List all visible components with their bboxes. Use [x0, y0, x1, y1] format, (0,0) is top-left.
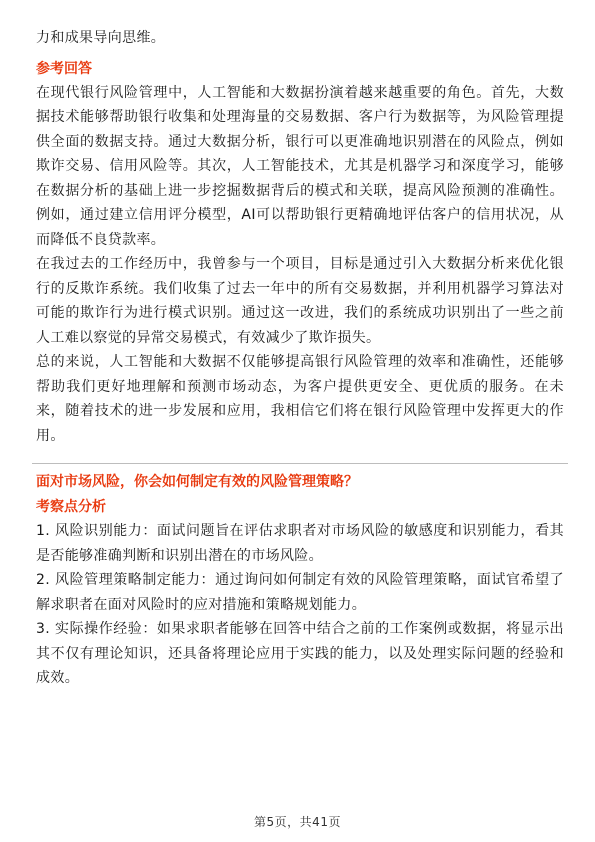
question-title: 面对市场风险，你会如何制定有效的风险管理策略？: [36, 474, 358, 490]
section-divider: [32, 463, 568, 464]
analysis-heading: 考察点分析: [36, 499, 106, 515]
analysis-point-3: 3. 实际操作经验：如果求职者能够在回答中结合之前的工作案例或数据，将显示出其不仅有理论知识，还具备将理论应用于实践的能力，以及处理实际问题的经验和成效。: [36, 621, 564, 686]
analysis-point-1: 1. 风险识别能力：面试问题旨在评估求职者对市场风险的敏感度和识别能力，看其是否能够准确判断和识别出潜在的市场风险。: [36, 523, 564, 564]
answer-paragraph-1: 在现代银行风险管理中，人工智能和大数据扮演着越来越重要的角色。首先，大数据技术能够帮助银行收集和处理海量的交易数据、客户行为数据等，为风险管理提供全面的数据支持。通过大数据分析，银行可以更准确地识别潜在的风险点，例如欺诈交易、信用风险等。其次，人工智能技术，尤其是机器学习和深度学习，能够在数据分析的基础上进一步挖掘数据背后的模式和关联，提高风险预测的准确性。例如，通过建立信用评分模型，AI可以帮助银行更精确地评估客户的信用状况，从而降低不良贷款率。: [36, 84, 564, 248]
answer-paragraph-3: 总的来说，人工智能和大数据不仅能够提高银行风险管理的效率和准确性，还能够帮助我们更好地理解和预测市场动态，为客户提供更安全、更优质的服务。在未来，随着技术的进一步发展和应用，我相信它们将在银行风险管理中发挥更大的作用。: [36, 354, 564, 444]
intro-fragment: 力和成果导向思维。: [36, 30, 166, 46]
analysis-point-2: 2. 风险管理策略制定能力：通过询问如何制定有效的风险管理策略，面试官希望了解求职者在面对风险时的应对措施和策略规划能力。: [36, 572, 564, 613]
document-page: [36, 26, 564, 691]
answer-paragraph-2: 在我过去的工作经历中，我曾参与一个项目，目标是通过引入大数据分析来优化银行的反欺诈系统。我们收集了过去一年中的所有交易数据，并利用机器学习算法对可能的欺诈行为进行模式识别。通过这一改进，我们的系统成功识别出了一些之前人工难以察觉的异常交易模式，有效减少了欺诈损失。: [36, 256, 564, 346]
page-number-footer: 第5页，共41页: [254, 815, 341, 829]
reference-answer-heading: 参考回答: [36, 60, 92, 77]
